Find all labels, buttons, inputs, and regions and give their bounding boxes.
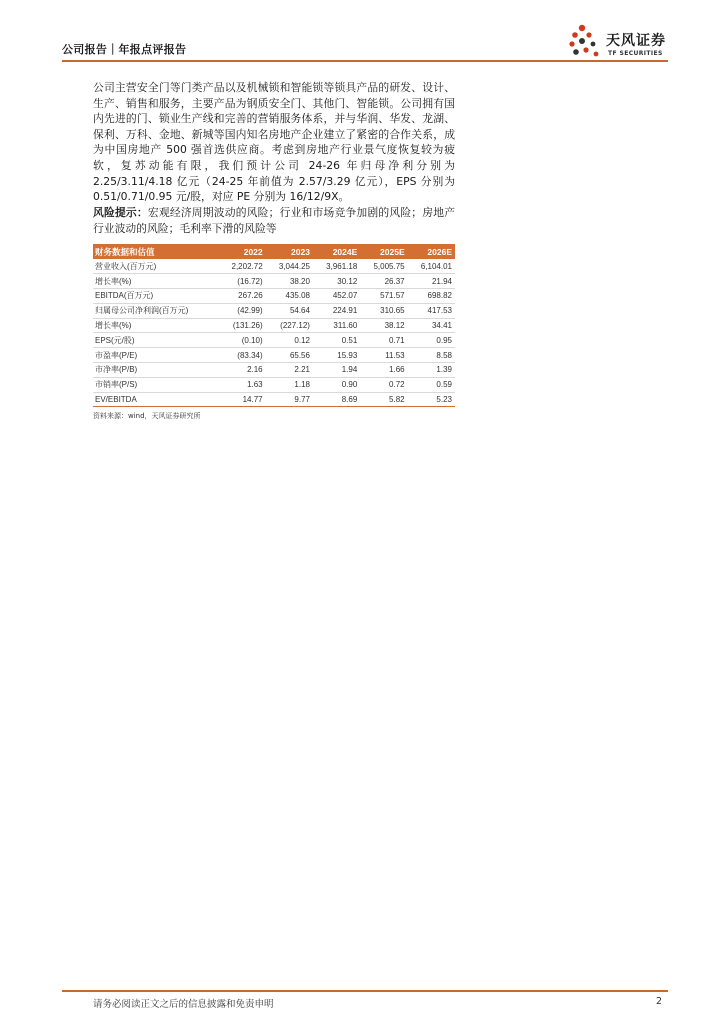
table-cell: (227.12) bbox=[266, 318, 313, 333]
table-header: 2023 bbox=[266, 244, 313, 259]
table-cell: 0.59 bbox=[408, 377, 455, 392]
table-cell: EV/EBITDA bbox=[93, 392, 218, 407]
table-cell: 435.08 bbox=[266, 289, 313, 304]
financial-data-table bbox=[93, 244, 455, 407]
table-row bbox=[93, 333, 455, 348]
footer-divider bbox=[62, 990, 668, 992]
table-cell: 3,961.18 bbox=[313, 259, 360, 274]
table-cell: EPS(元/股) bbox=[93, 333, 218, 348]
table-cell: 8.69 bbox=[313, 392, 360, 407]
table-cell: 21.94 bbox=[408, 274, 455, 289]
logo-name: 天风证券 bbox=[606, 33, 666, 49]
table-cell: 0.12 bbox=[266, 333, 313, 348]
table-cell: 0.90 bbox=[313, 377, 360, 392]
table-row bbox=[93, 274, 455, 289]
table-header: 财务数据和估值 bbox=[93, 244, 218, 259]
table-cell: 417.53 bbox=[408, 303, 455, 318]
table-cell: 市盈率(P/E) bbox=[93, 348, 218, 363]
table-cell: EBITDA(百万元) bbox=[93, 289, 218, 304]
table-cell: 54.64 bbox=[266, 303, 313, 318]
table-cell: 267.26 bbox=[218, 289, 265, 304]
table-cell: 1.39 bbox=[408, 363, 455, 378]
table-cell: (131.26) bbox=[218, 318, 265, 333]
table-cell: 38.12 bbox=[360, 318, 407, 333]
table-cell: 1.18 bbox=[266, 377, 313, 392]
table-cell: 5.82 bbox=[360, 392, 407, 407]
table-cell: 2,202.72 bbox=[218, 259, 265, 274]
table-row bbox=[93, 318, 455, 333]
table-cell: 增长率(%) bbox=[93, 274, 218, 289]
logo-english-name: TF SECURITIES bbox=[608, 50, 663, 57]
table-cell: 38.20 bbox=[266, 274, 313, 289]
risk-label: 风险提示： bbox=[93, 206, 148, 219]
table-cell: 571.57 bbox=[360, 289, 407, 304]
header-divider bbox=[62, 60, 668, 62]
table-cell: 0.71 bbox=[360, 333, 407, 348]
table-header: 2025E bbox=[360, 244, 407, 259]
table-cell: 市销率(P/S) bbox=[93, 377, 218, 392]
table-cell: 0.72 bbox=[360, 377, 407, 392]
table-cell: 26.37 bbox=[360, 274, 407, 289]
table-cell: 15.93 bbox=[313, 348, 360, 363]
table-row bbox=[93, 259, 455, 274]
data-source-note: 资料来源：wind，天风证券研究所 bbox=[93, 412, 201, 420]
table-row bbox=[93, 289, 455, 304]
table-cell: 归属母公司净利润(百万元) bbox=[93, 303, 218, 318]
table-cell: 698.82 bbox=[408, 289, 455, 304]
risk-paragraph bbox=[93, 205, 455, 236]
table-cell: (42.99) bbox=[218, 303, 265, 318]
table-header: 2026E bbox=[408, 244, 455, 259]
risk-text: 宏观经济周期波动的风险；行业和市场竞争加剧的风险；房地产行业波动的风险；毛利率下滑的风险等 bbox=[93, 206, 456, 235]
table-cell: 8.58 bbox=[408, 348, 455, 363]
header-title: 公司报告｜年报点评报告 bbox=[62, 43, 187, 56]
table-cell: 1.66 bbox=[360, 363, 407, 378]
table-cell: 310.65 bbox=[360, 303, 407, 318]
table-cell: (83.34) bbox=[218, 348, 265, 363]
table-cell: 9.77 bbox=[266, 392, 313, 407]
table-cell: 11.53 bbox=[360, 348, 407, 363]
table-row bbox=[93, 363, 455, 378]
table-header: 2024E bbox=[313, 244, 360, 259]
table-cell: 452.07 bbox=[313, 289, 360, 304]
table-cell: 14.77 bbox=[218, 392, 265, 407]
table-cell: (16.72) bbox=[218, 274, 265, 289]
table-row bbox=[93, 348, 455, 363]
footer-disclaimer: 请务必阅读正文之后的信息披露和免责申明 bbox=[93, 999, 274, 1010]
table-cell: 2.16 bbox=[218, 363, 265, 378]
table-row bbox=[93, 392, 455, 407]
company-overview-paragraph: 公司主营安全门等门类产品以及机械锁和智能锁等锁具产品的研发、设计、生产、销售和服务，主要产品为钢质安全门、其他门、智能锁。公司拥有国内先进的门、锁业生产线和完善的营销服务体系，并与华润、华发、龙湖、保利、万科、金地、新城等国内知名房地产企业建立了紧密的合作关系，成为中国房地产 500 强首选供应商。考虑到房地产行业景气度恢复较为疲软，复苏动能有限，我们预计公司 24-26 年归母净利分别为 2.25/3.11/4.18 亿元（24-25 年前值为 2.57/3.29 亿元），EPS 分别为 0.51/0.71/0.95 元/股，对应 PE 分别为 16/12/9X。 bbox=[93, 81, 455, 204]
table-cell: 5,005.75 bbox=[360, 259, 407, 274]
table-cell: 营业收入(百万元) bbox=[93, 259, 218, 274]
table-cell: 311.60 bbox=[313, 318, 360, 333]
table-cell: 增长率(%) bbox=[93, 318, 218, 333]
table-header-row bbox=[93, 244, 455, 259]
table-cell: 65.56 bbox=[266, 348, 313, 363]
table-row bbox=[93, 303, 455, 318]
table-cell: 0.51 bbox=[313, 333, 360, 348]
table-cell: 34.41 bbox=[408, 318, 455, 333]
table-cell: 224.91 bbox=[313, 303, 360, 318]
table-cell: 6,104.01 bbox=[408, 259, 455, 274]
table-cell: 市净率(P/B) bbox=[93, 363, 218, 378]
flower-logo-icon bbox=[566, 22, 606, 62]
table-cell: 1.63 bbox=[218, 377, 265, 392]
table-cell: 2.21 bbox=[266, 363, 313, 378]
table-cell: 3,044.25 bbox=[266, 259, 313, 274]
table-row bbox=[93, 377, 455, 392]
table-cell: (0.10) bbox=[218, 333, 265, 348]
table-cell: 30.12 bbox=[313, 274, 360, 289]
table-cell: 5.23 bbox=[408, 392, 455, 407]
table-cell: 1.94 bbox=[313, 363, 360, 378]
company-logo bbox=[566, 22, 676, 62]
table-header: 2022 bbox=[218, 244, 265, 259]
table-cell: 0.95 bbox=[408, 333, 455, 348]
page-number: 2 bbox=[656, 996, 663, 1007]
